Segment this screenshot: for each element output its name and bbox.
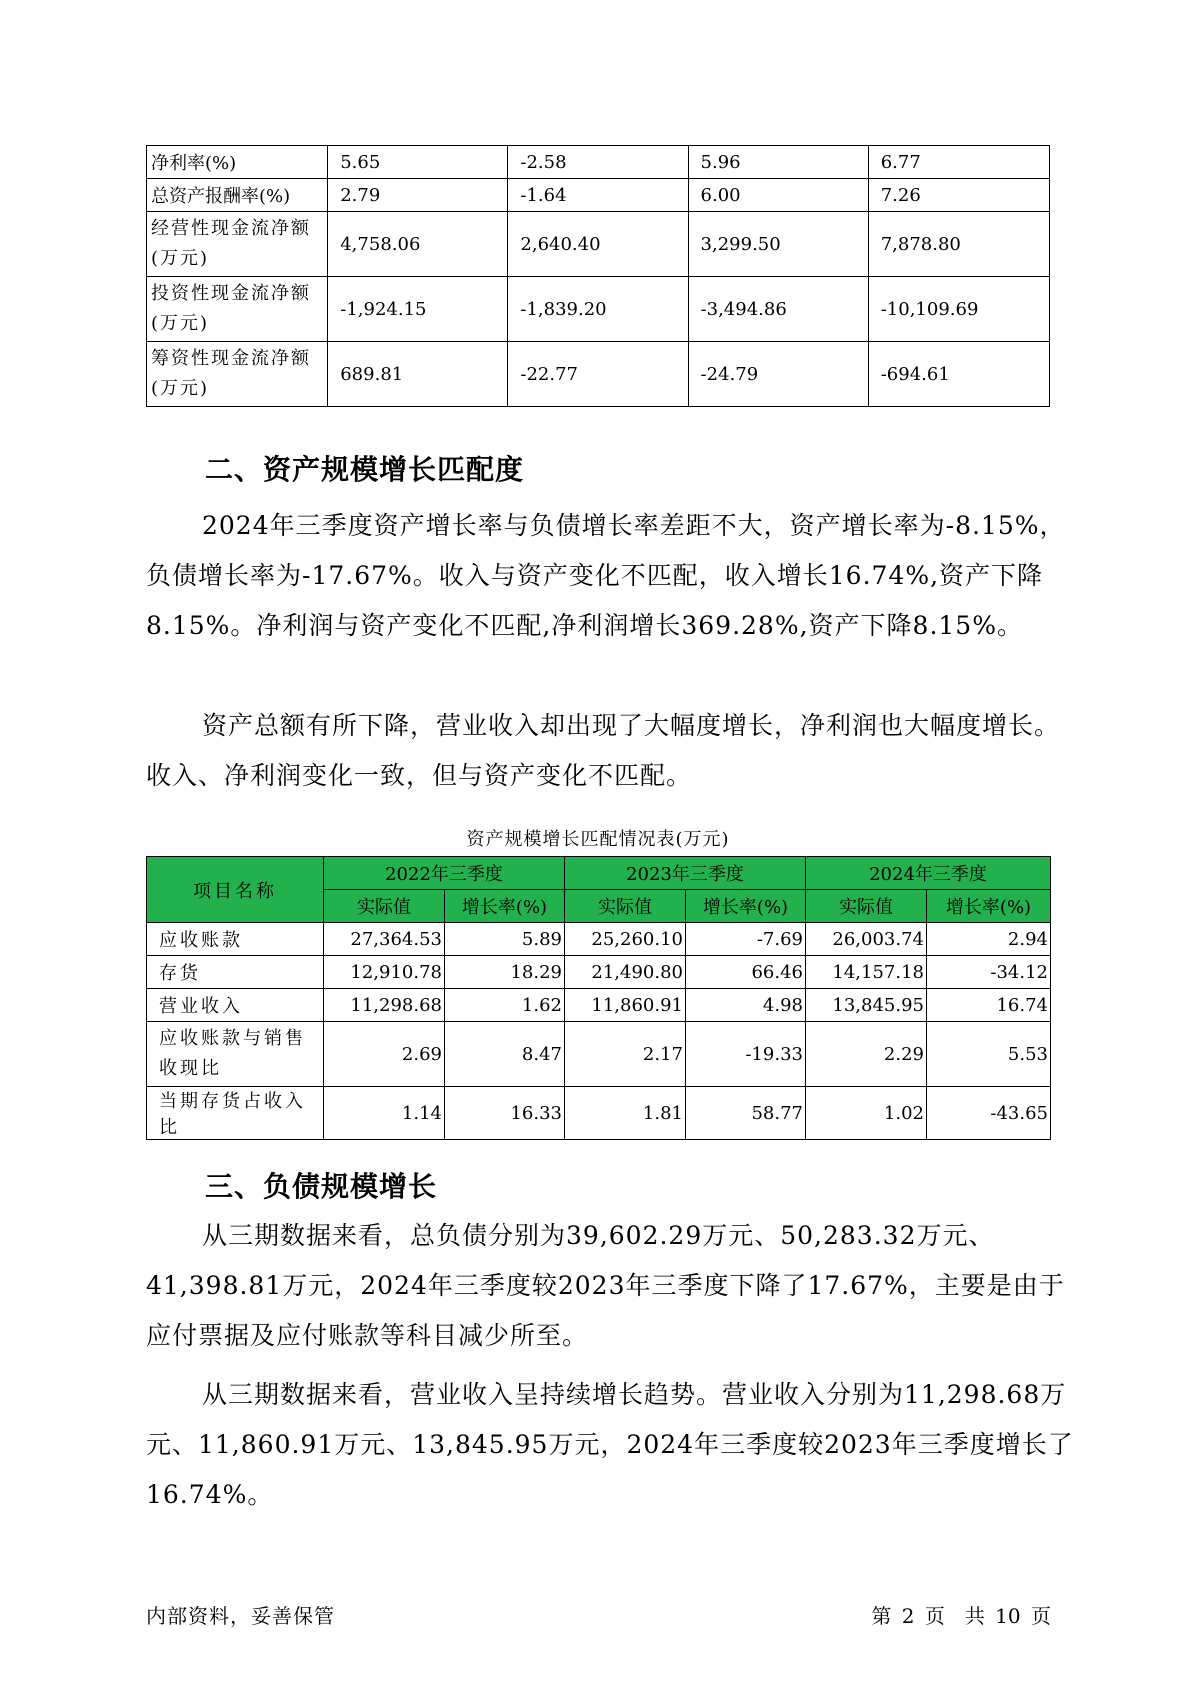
cell-value: -694.61	[868, 342, 1049, 407]
row-label: 投资性现金流净额(万元)	[151, 283, 311, 334]
cell-value: 4,758.06	[328, 212, 508, 277]
row-label: 筹资性现金流净额(万元)	[151, 348, 311, 399]
cell-value: 58.77	[686, 1087, 806, 1140]
cell-value: 12,910.78	[324, 956, 445, 989]
table-row	[147, 277, 1050, 342]
cell-value: -19.33	[686, 1022, 806, 1087]
cell-value: 5.96	[688, 146, 868, 179]
cell-value: 2,640.40	[508, 212, 688, 277]
cell-value: 5.53	[927, 1022, 1051, 1087]
table-row	[147, 956, 1051, 989]
row-label: 应收账款与销售收现比	[159, 1028, 306, 1079]
table-row	[147, 1087, 1051, 1140]
cell-value: 26,003.74	[806, 923, 927, 956]
header-period: 2022年三季度	[324, 857, 565, 890]
subheader-actual: 实际值	[565, 890, 686, 923]
cell-value: -1,839.20	[508, 277, 688, 342]
paragraph: 从三期数据来看，总负债分别为39,602.29万元、50,283.32万元、41,398.81万元，2024年三季度较2023年三季度下降了17.67%，主要是由于应付票据及应付账款等科目减少所至。	[146, 1221, 1065, 1350]
cell-value: 2.79	[328, 179, 508, 212]
cell-value: 7.26	[868, 179, 1049, 212]
cell-value: 2.29	[806, 1022, 927, 1087]
cell-value: 2.17	[565, 1022, 686, 1087]
table-row	[147, 1022, 1051, 1087]
table-row	[147, 212, 1050, 277]
cell-value: 1.62	[445, 989, 565, 1022]
row-label: 总资产报酬率(%)	[147, 179, 328, 212]
cell-value: 7,878.80	[868, 212, 1049, 277]
table-row	[147, 146, 1050, 179]
table-row	[147, 923, 1051, 956]
cell-value: 16.74	[927, 989, 1051, 1022]
cell-value: -2.58	[508, 146, 688, 179]
cell-value: 13,845.95	[806, 989, 927, 1022]
section-heading: 三、负债规模增长	[205, 1170, 438, 1203]
cell-value: 1.81	[565, 1087, 686, 1140]
section-heading: 二、资产规模增长匹配度	[205, 453, 525, 486]
cell-value: 4.98	[686, 989, 806, 1022]
cell-value: 21,490.80	[565, 956, 686, 989]
cell-value: -1.64	[508, 179, 688, 212]
paragraph: 2024年三季度资产增长率与负债增长率差距不大，资产增长率为-8.15%，负债增长率为-17.67%。收入与资产变化不匹配，收入增长16.74%,资产下降8.15%。净利润与资产变化不匹配,净利润增长369.28%,资产下降8.15%。	[146, 511, 1066, 640]
cell-value: 27,364.53	[324, 923, 445, 956]
cell-value: 11,298.68	[324, 989, 445, 1022]
subheader-growth: 增长率(%)	[445, 890, 565, 923]
cell-value: -1,924.15	[328, 277, 508, 342]
cell-value: 6.77	[868, 146, 1049, 179]
cell-value: -24.79	[688, 342, 868, 407]
cell-value: 3,299.50	[688, 212, 868, 277]
row-label: 经营性现金流净额(万元)	[151, 218, 311, 269]
subheader-actual: 实际值	[324, 890, 445, 923]
cell-value: 1.02	[806, 1087, 927, 1140]
cell-value: 25,260.10	[565, 923, 686, 956]
subheader-growth: 增长率(%)	[927, 890, 1051, 923]
cell-value: 5.65	[328, 146, 508, 179]
table-row	[147, 989, 1051, 1022]
table-row	[147, 342, 1050, 407]
cell-value: 6.00	[688, 179, 868, 212]
cell-value: 66.46	[686, 956, 806, 989]
row-label: 存货	[147, 956, 324, 989]
cell-value: -34.12	[927, 956, 1051, 989]
cell-value: -43.65	[927, 1087, 1051, 1140]
table-header-row	[147, 857, 1051, 890]
footer-page-number: 第 2 页 共 10 页	[871, 1604, 1051, 1628]
header-period: 2024年三季度	[806, 857, 1051, 890]
subheader-actual: 实际值	[806, 890, 927, 923]
cell-value: 11,860.91	[565, 989, 686, 1022]
cell-value: 5.89	[445, 923, 565, 956]
row-label: 营业收入	[147, 989, 324, 1022]
row-label: 净利率(%)	[147, 146, 328, 179]
subheader-growth: 增长率(%)	[686, 890, 806, 923]
cell-value: -10,109.69	[868, 277, 1049, 342]
cell-value: -3,494.86	[688, 277, 868, 342]
header-item-name: 项目名称	[147, 857, 324, 923]
paragraph: 资产总额有所下降，营业收入却出现了大幅度增长，净利润也大幅度增长。收入、净利润变化一致，但与资产变化不匹配。	[146, 711, 1061, 790]
cell-value: 689.81	[328, 342, 508, 407]
row-label: 当期存货占收入比	[147, 1087, 324, 1140]
table-row	[147, 179, 1050, 212]
paragraph: 从三期数据来看，营业收入呈持续增长趋势。营业收入分别为11,298.68万元、11,860.91万元、13,845.95万元，2024年三季度较2023年三季度增长了16.74%。	[146, 1380, 1074, 1509]
cell-value: 1.14	[324, 1087, 445, 1140]
row-label: 应收账款	[147, 923, 324, 956]
cell-value: 2.94	[927, 923, 1051, 956]
financial-metrics-table	[146, 145, 1050, 407]
footer-confidential-note: 内部资料，妥善保管	[146, 1604, 335, 1628]
cell-value: -7.69	[686, 923, 806, 956]
header-period: 2023年三季度	[565, 857, 806, 890]
cell-value: 14,157.18	[806, 956, 927, 989]
cell-value: 2.69	[324, 1022, 445, 1087]
cell-value: 16.33	[445, 1087, 565, 1140]
cell-value: 8.47	[445, 1022, 565, 1087]
table-caption: 资产规模增长匹配情况表(万元)	[466, 829, 730, 850]
cell-value: -22.77	[508, 342, 688, 407]
cell-value: 18.29	[445, 956, 565, 989]
asset-growth-table	[146, 856, 1051, 1140]
